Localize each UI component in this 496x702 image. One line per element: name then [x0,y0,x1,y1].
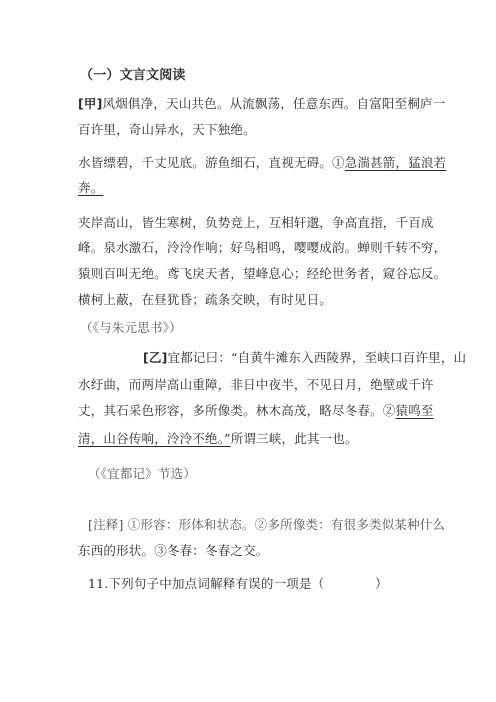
passage-jia-line: 猿则百叫无绝。鸢飞戾天者，望峰息心；经纶世务者，窥谷忘反。 [78,266,447,281]
passage-yi-line: [乙]宜都记曰：“自黄牛滩东入西陵界，至峡口百许里，山 [143,350,467,365]
passage-yi-source: （《宜都记》节选） [88,466,197,481]
annotation-line: [注释] ①形容：形体和状态。②多所像类：有很多类似某种什么 [88,517,446,532]
passage-jia-line: [甲]风烟俱净，天山共色。从流飘荡，任意东西。自富阳至桐庐一 [78,96,446,111]
underlined-sentence-1-cont: 奔。 [78,180,104,195]
annotation-line: 东西的形状。③冬春：冬春之交。 [78,543,269,558]
passage-yi-tag: [乙] [143,350,168,365]
underlined-sentence-1: 急湍甚箭，猛浪若 [344,155,447,170]
passage-jia-tag: [甲] [78,96,103,111]
passage-jia-line: 夹岸高山，皆生寒树，负势竞上，互相轩邈，争高直指，千百成 [78,215,434,230]
underlined-sentence-2: 猿鸣至 [395,403,434,418]
question-11: 11.下列句子中加点词解释有误的一项是（ ） [88,576,388,591]
passage-jia-line: 百许里，奇山异水，天下独绝。 [78,122,256,137]
section-heading: （一）文言文阅读 [80,68,186,83]
passage-yi-line: 清，山谷传响，泠泠不绝。”所谓三峡，此其一也。 [78,431,358,446]
passage-jia-line: 水皆缥碧，千丈见底。游鱼细石，直视无碍。①急湍甚箭，猛浪若 [78,155,447,170]
passage-jia-line: 峰。泉水激石，泠泠作响；好鸟相鸣，嘤嘤成韵。蝉则千转不穷， [78,240,447,255]
passage-jia-line: 横柯上蔽，在昼犹昏；疏条交映，有时见日。 [78,292,333,307]
underlined-sentence-2-cont: 清，山谷传响，泠泠不绝。” [78,431,231,446]
passage-jia-source: （《与朱元思书》） [80,320,182,335]
passage-yi-line: 水纡曲，而两岸高山重障，非日中夜半，不见日月，绝壁或千许 [78,377,434,392]
passage-yi-line: 丈，其石采色形容，多所像类。林木高茂，略尽冬春。②猿鸣至 [78,403,434,418]
